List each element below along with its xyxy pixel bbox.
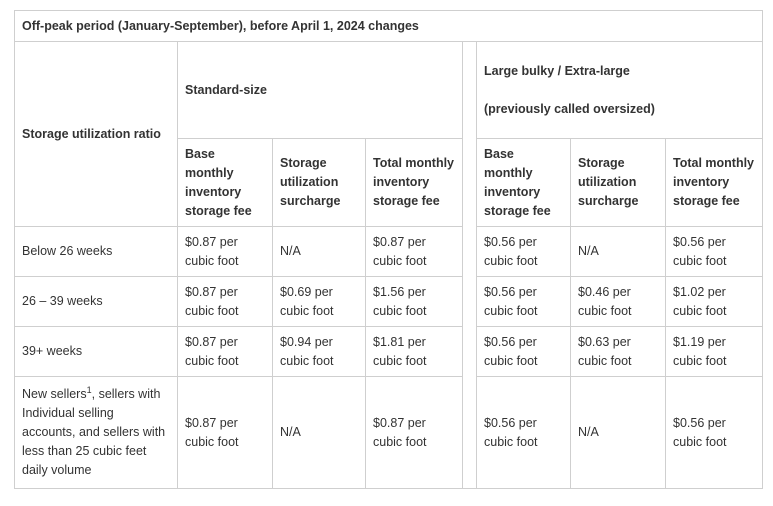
- group-standard-size: Standard-size: [178, 42, 463, 139]
- cell: $0.87 per cubic foot: [178, 327, 273, 377]
- cell: $0.87 per cubic foot: [178, 277, 273, 327]
- footnote-marker[interactable]: 1: [86, 384, 92, 395]
- row-label: 26 – 39 weeks: [15, 277, 178, 327]
- cell: N/A: [273, 377, 366, 489]
- cell: $1.02 per cubic foot: [666, 277, 763, 327]
- table-row: [15, 327, 763, 377]
- cell: $0.94 per cubic foot: [273, 327, 366, 377]
- cell: $0.87 per cubic foot: [366, 377, 463, 489]
- table-title: Off-peak period (January-September), before April 1, 2024 changes: [15, 11, 763, 42]
- col-base-fee: Base monthly inventory storage fee: [178, 139, 273, 227]
- table-row: [15, 277, 763, 327]
- row-label-text: , sellers with Individual selling accounts, and sellers with less than 25 cubic feet daily volume: [22, 387, 166, 477]
- col-surcharge: Storage utilization surcharge: [273, 139, 366, 227]
- group-large-subtitle: (previously called oversized): [484, 101, 655, 116]
- cell: $0.56 per cubic foot: [477, 377, 571, 489]
- group-large-title: Large bulky / Extra-large: [484, 63, 630, 78]
- cell: N/A: [273, 227, 366, 277]
- cell: $0.56 per cubic foot: [666, 377, 763, 489]
- group-large-bulky: [477, 42, 763, 139]
- cell: $0.56 per cubic foot: [477, 277, 571, 327]
- col-surcharge: Storage utilization surcharge: [571, 139, 666, 227]
- cell: $0.46 per cubic foot: [571, 277, 666, 327]
- row-label: 39+ weeks: [15, 327, 178, 377]
- column-spacer: [463, 42, 477, 489]
- cell: $0.69 per cubic foot: [273, 277, 366, 327]
- row-label: Below 26 weeks: [15, 227, 178, 277]
- table-row: [15, 227, 763, 277]
- col-base-fee: Base monthly inventory storage fee: [477, 139, 571, 227]
- cell: $0.56 per cubic foot: [477, 327, 571, 377]
- cell: $0.56 per cubic foot: [666, 227, 763, 277]
- row-label: [15, 377, 178, 489]
- row-header: Storage utilization ratio: [15, 42, 178, 227]
- cell: $0.87 per cubic foot: [178, 227, 273, 277]
- row-label-text: New sellers: [22, 387, 87, 401]
- cell: $1.19 per cubic foot: [666, 327, 763, 377]
- cell: $0.63 per cubic foot: [571, 327, 666, 377]
- cell: $1.81 per cubic foot: [366, 327, 463, 377]
- storage-fee-table: [14, 10, 763, 489]
- cell: N/A: [571, 227, 666, 277]
- col-total-fee: Total monthly inventory storage fee: [666, 139, 763, 227]
- col-total-fee: Total monthly inventory storage fee: [366, 139, 463, 227]
- cell: $0.87 per cubic foot: [178, 377, 273, 489]
- cell: $1.56 per cubic foot: [366, 277, 463, 327]
- cell: $0.56 per cubic foot: [477, 227, 571, 277]
- cell: N/A: [571, 377, 666, 489]
- table-row: [15, 377, 763, 489]
- cell: $0.87 per cubic foot: [366, 227, 463, 277]
